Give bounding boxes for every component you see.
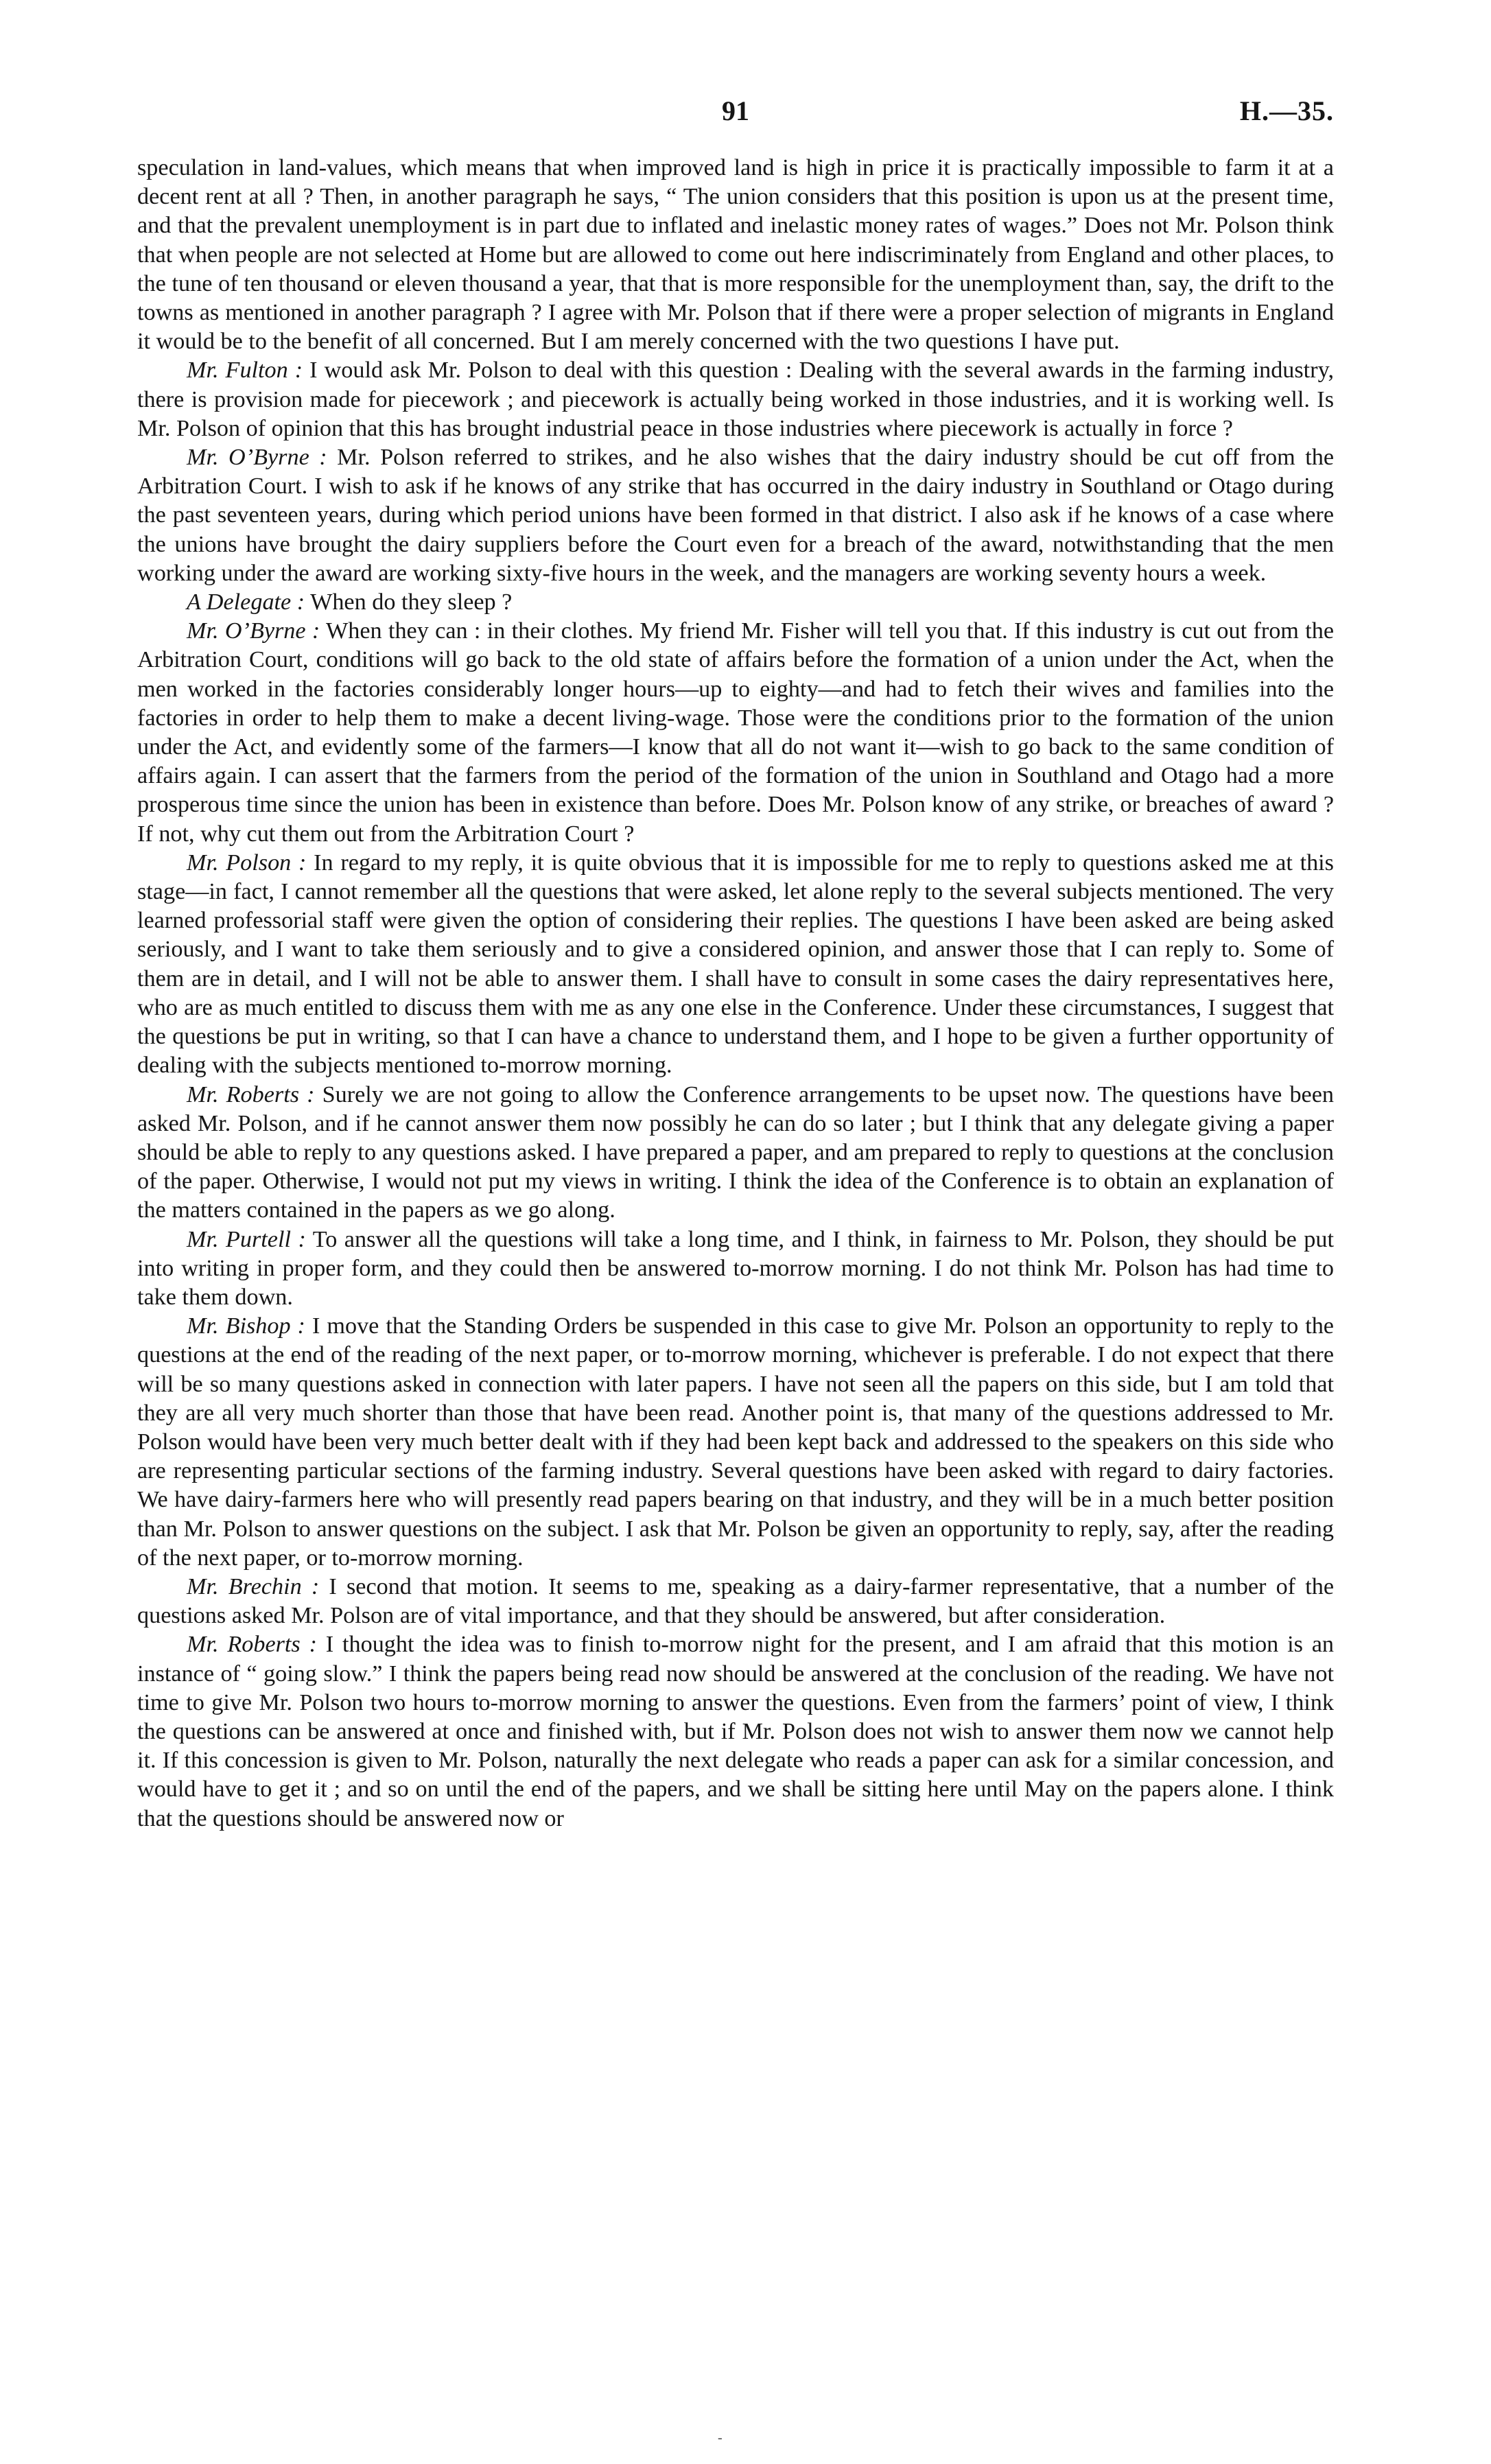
paragraph-text: I thought the idea was to finish to-morrow night for the present, and I am afraid that this motion is an instance of “ going slow.” I think the papers being read now should be answered at the conclusion of the reading. We have not time to give Mr. Polson two hours to-morrow morning to answer the questions. Even from the farmers’ point of view, I think the questions can be answered at once and finished with, but if Mr. Polson does not wish to answer them now we cannot help it. If this concession is given to Mr. Polson, naturally the next delegate who reads a paper can ask for a similar concession, and would have to get it ; and so on until the end of the papers, and we shall be sitting here until May on the papers alone. I think that the questions should be answered now or (137, 1632, 1335, 1831)
paragraph (137, 617, 1334, 849)
speaker-name: Mr. Fulton : (187, 357, 303, 384)
paragraph-text: I move that the Standing Orders be suspended in this case to give Mr. Polson an opportunity to reply to the questions at the end of the reading of the next paper, or to-morrow morning, whichever is preferable. I do not expect that there will be so many questions asked in connection with later papers. I have not seen all the papers on this side, but I am told that they are all very much shorter than those that have been read. Another point is, that many of the questions addressed to Mr. Polson would have been very much better dealt with if they had been kept back and addressed to the speakers on this side who are representing particular sections of the farming industry. Several questions have been asked with regard to dairy factories. We have dairy-farmers here who will presently read papers bearing on that industry, and they will be in a much better position than Mr. Polson to answer questions on the subject. I ask that Mr. Polson be given an opportunity to reply, say, after the reading of the next paper, or to-morrow morning. (137, 1313, 1334, 1571)
paragraph-text: Mr. Polson referred to strikes, and he also wishes that the dairy industry should be cut off from the Arbitration Court. I wish to ask if he knows of any strike that has occurred in the dairy industry in Southland or Otago during the past seventeen years, during which period unions have been formed in that district. I also ask if he knows of a case where the unions have brought the dairy suppliers before the Court even for a breach of the award, notwithstanding that the men working under the award are working sixty-five hours in the week, and the managers are working seventy hours a week. (137, 445, 1334, 586)
paragraph-text: When they can : in their clothes. My friend Mr. Fisher will tell you that. If this industry is cut out from the Arbitration Court, conditions will go back to the old state of affairs before the formation of a union under the Act, when the men worked in the factories considerably longer hours—up to eighty—and had to fetch their wives and families into the factories in order to help them to make a decent living-wage. Those were the conditions prior to the formation of the union under the Act, and evidently some of the farmers—I know that all do not want it—wish to go back to the same condition of affairs again. I can assert that the farmers from the period of the formation of the union in Southland and Otago had a more prosperous time since the union has been in existence than before. Does Mr. Polson know of any strike, or breaches of award ? If not, why cut them out from the Arbitration Court ? (137, 618, 1334, 847)
paragraph (137, 849, 1334, 1081)
speaker-name: Mr. O’Byrne : (187, 618, 320, 644)
paragraph (137, 443, 1334, 588)
paragraph-text: I second that motion. It seems to me, speaking as a dairy-farmer representative, that a number of the questions asked Mr. Polson are of vital importance, and that they should be answered, but after consideration. (137, 1573, 1334, 1629)
paragraph (137, 1081, 1334, 1225)
speaker-name: Mr. Bishop : (187, 1313, 305, 1339)
footer-mark: - (718, 2430, 723, 2445)
paragraph (137, 356, 1334, 443)
paragraph (137, 588, 1334, 617)
speaker-name: A Delegate : (187, 589, 305, 615)
speaker-name: Mr. Roberts : (187, 1081, 315, 1107)
paragraph (137, 1225, 1334, 1313)
paragraph-text: When do they sleep ? (305, 589, 513, 615)
page-number: 91 (722, 95, 749, 126)
paragraph-text: speculation in land-values, which means that when improved land is high in price it is practically impossible to farm it at a decent rent at all ? Then, in another paragraph he says, “ The union considers that this position is upon us at the present time, and that the prevalent unemployment is in part due to inflated and inelastic money rates of wages.” Does not Mr. Polson think that when people are not selected at Home but are allowed to come out here indiscriminately from England and other places, to the tune of ten thousand or eleven thousand a year, that that is more responsible for the unemployment than, say, the drift to the towns as mentioned in another paragraph ? I agree with Mr. Polson that if there were a proper selection of migrants in England it would be to the benefit of all concerned. But I am merely concerned with the two questions I have put. (137, 155, 1334, 355)
speaker-name: Mr. Brechin : (187, 1573, 320, 1599)
paragraph-text: To answer all the questions will take a long time, and I think, in fairness to Mr. Polson, they should be put into writing in proper form, and they could then be answered to-morrow morning. I do not think Mr. Polson has had time to take them down. (137, 1226, 1334, 1310)
speaker-name: Mr. O’Byrne : (187, 445, 327, 471)
paragraph-text: Surely we are not going to allow the Conference arrangements to be upset now. The questions have been asked Mr. Polson, and if he cannot answer them now possibly he can do so later ; but I think that any delegate giving a paper should be able to reply to any questions asked. I have prepared a paper, and am prepared to reply to questions at the conclusion of the paper. Otherwise, I would not put my views in writing. I think the idea of the Conference is to obtain an explanation of the matters contained in the papers as we go along. (137, 1081, 1334, 1223)
paragraph (137, 154, 1334, 356)
document-reference: H.—35. (1239, 95, 1334, 126)
speaker-name: Mr. Polson : (187, 849, 307, 876)
speaker-name: Mr. Purtell : (187, 1226, 306, 1252)
speaker-name: Mr. Roberts : (187, 1632, 317, 1658)
document-body (137, 154, 1334, 1833)
paragraph (137, 1630, 1334, 1833)
page-header (137, 95, 1334, 136)
paragraph-text: In regard to my reply, it is quite obvious that it is impossible for me to reply to questions asked me at this stage—in fact, I cannot remember all the questions that were asked, let alone reply to the several subjects mentioned. The very learned professorial staff were given the option of considering their replies. The questions I have been asked are being asked seriously, and I want to take them seriously and to give a considered opinion, and answer those that I can reply to. Some of them are in detail, and I will not be able to answer them. I shall have to consult in some cases the dairy representatives here, who are as much entitled to discuss them with me as any one else in the Conference. Under these circumstances, I suggest that the questions be put in writing, so that I can have a chance to understand them, and I hope to be given a further opportunity of dealing with the subjects mentioned to-morrow morning. (137, 849, 1334, 1079)
paragraph (137, 1573, 1334, 1630)
paragraph (137, 1312, 1334, 1573)
paragraph-text: I would ask Mr. Polson to deal with this question : Dealing with the several awards in the farming industry, there is provision made for piecework ; and piecework is actually being worked in those industries, and it is working well. Is Mr. Polson of opinion that this has brought industrial peace in those industries where piecework is actually in force ? (137, 357, 1334, 441)
